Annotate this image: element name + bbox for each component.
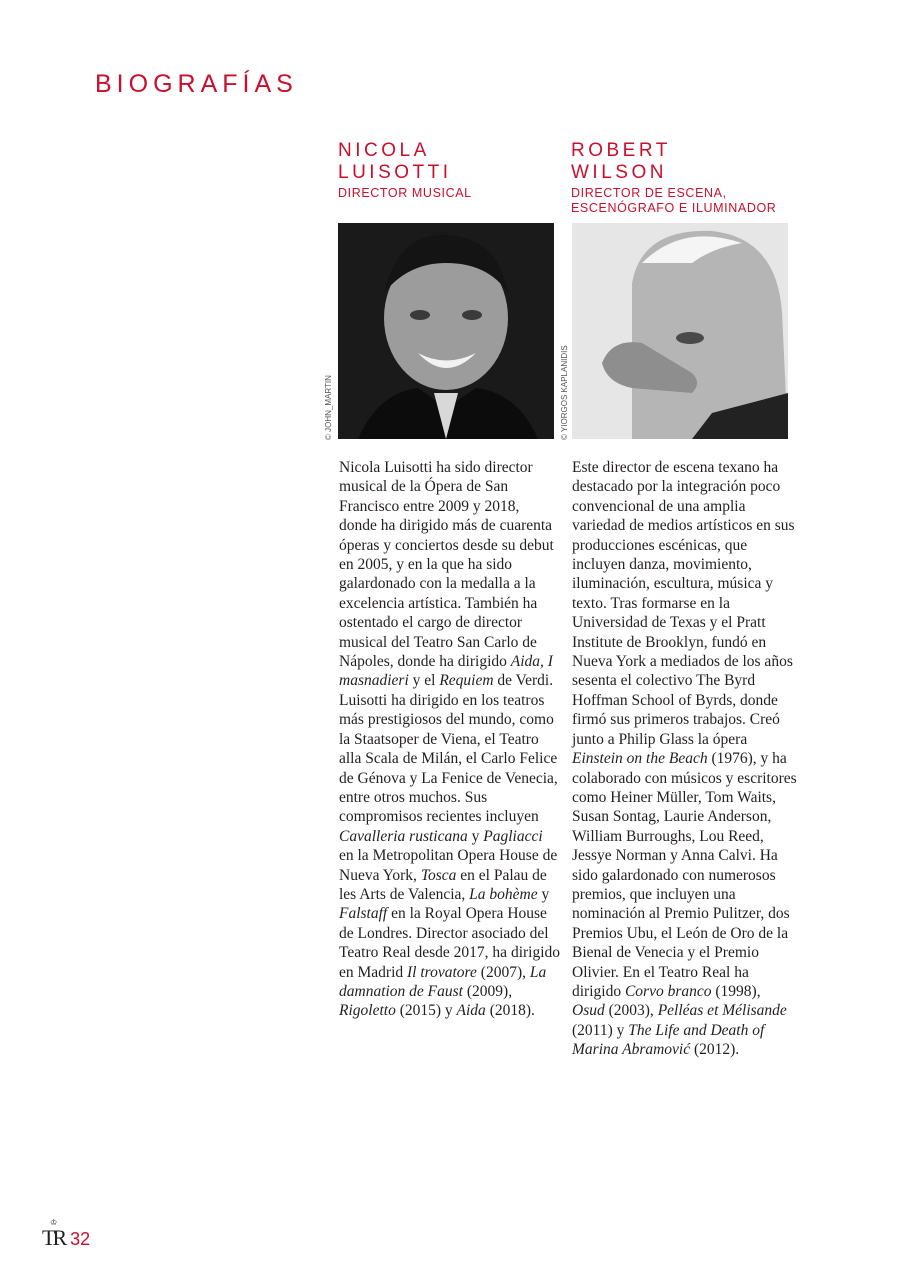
role-line-1: DIRECTOR MUSICAL [338, 186, 472, 200]
portrait-illustration [338, 223, 554, 439]
crown-icon: ♔ [50, 1218, 55, 1227]
italic-title: Cavalleria rusticana [339, 827, 468, 845]
bio-segment: de Verdi. Luisotti ha dirigido en los teatros más prestigiosos del mundo, como la Staatsoper de Viena, el Teatro alla Scala de Milán, el Carlo Felice de Génova y La Fenice de Venecia, entre otros muchos. Sus compromisos recientes incluyen [339, 672, 558, 826]
name-line-1: NICOLA [338, 140, 430, 161]
italic-title: Einstein on the Beach [572, 750, 708, 768]
portrait-photo-luisotti [338, 223, 554, 439]
teatro-real-logo [42, 1218, 65, 1251]
bio-segment: en la Royal Opera House de Londres. Director asociado del Teatro Real desde 2017, ha dirigido en Madrid [339, 905, 561, 981]
italic-title: Pelléas et Mélisande [657, 1002, 787, 1020]
bio-segment: en el Palau de les Arts de Valencia, [339, 866, 547, 903]
bio-segment: Nicola Luisotti ha sido director musical de la Ópera de San Francisco entre 2009 y 2018, donde ha dirigido más de cuarenta óperas y conciertos desde su debut en 2005, y en la que ha sido galardonado con la medalla a la excelencia artística. También ha ostentado el cargo de director musical del Teatro San Carlo de Nápoles, donde ha dirigido [339, 459, 554, 671]
person-header-wilson [571, 140, 796, 216]
page-number: 32 [70, 1229, 91, 1249]
italic-title: Aida [456, 1002, 486, 1020]
bio-segment: y el [408, 672, 440, 690]
italic-title: Tosca [420, 866, 457, 884]
italic-title: Pagliacci [483, 827, 543, 845]
photo-credit: © JOHN_MARTIN [324, 375, 333, 440]
italic-title: Falstaff [339, 905, 388, 923]
bio-segment: y [537, 885, 550, 903]
person-name [571, 140, 796, 184]
logo-text: TR [42, 1225, 65, 1250]
bio-segment: (2003), [604, 1002, 658, 1020]
person-header-luisotti [338, 140, 560, 201]
bio-segment: (1998), [711, 982, 761, 1000]
italic-title: The Life and Death of Marina Abramović [572, 1021, 765, 1059]
name-line-2: LUISOTTI [338, 162, 452, 183]
portrait-photo-wilson [572, 223, 788, 439]
bio-segment: (2009), [463, 982, 513, 1000]
bio-segment: Este director de escena texano ha destacado por la integración poco convencional de una amplia variedad de medios artísticos en sus producciones escénicas, que incluyen danza, movimiento, iluminación, escultura, música y texto. Tras formarse en la Universidad de Texas y el Pratt Institute de Brooklyn, fundó en Nueva York a mediados de los años sesenta el colectivo The Byrd Hoffman School of Byrds, donde firmó sus primeros trabajos. Creó junto a Philip Glass la ópera [572, 459, 795, 748]
italic-title: Aida, I masnadieri [339, 653, 553, 690]
person-role [338, 186, 560, 201]
italic-title: La bohème [469, 885, 538, 903]
bio-segment: y [467, 827, 484, 845]
biography-text-wilson [572, 458, 797, 1060]
bio-segment: (2012). [690, 1041, 740, 1059]
bio-segment: en la Metropolitan Opera House de Nueva York, [339, 847, 558, 884]
italic-title: La damnation de Faust [339, 963, 547, 1000]
name-line-2: WILSON [571, 162, 667, 183]
italic-title: Il trovatore [407, 963, 477, 981]
italic-title: Requiem [439, 672, 494, 690]
photo-credit: © YIORGOS KAPLANIDIS [560, 345, 569, 440]
italic-title: Rigoletto [339, 1002, 396, 1020]
page-footer [42, 1218, 91, 1251]
person-role [571, 186, 796, 216]
bio-segment: (2011) y [572, 1021, 629, 1039]
role-line-2: ESCENÓGRAFO E ILUMINADOR [571, 201, 777, 215]
name-line-1: ROBERT [571, 140, 671, 161]
italic-title: Corvo branco [624, 982, 712, 1000]
person-name [338, 140, 560, 184]
section-title: BIOGRAFÍAS [95, 70, 298, 98]
bio-segment: (1976), y ha colaborado con músicos y escritores como Heiner Müller, Tom Waits, Susan Sontag, Laurie Anderson, William Burroughs, Lou Reed, Jessye Norman y Anna Calvi. Ha sido galardonado con numerosos premios, que incluyen una nominación al Premio Pulitzer, dos Premios Ubu, el León de Oro de la Bienal de Venecia y el Premio Olivier. En el Teatro Real ha dirigido [572, 750, 797, 1000]
portrait-illustration [572, 223, 788, 439]
bio-segment: (2007), [476, 963, 530, 981]
role-line-1: DIRECTOR DE ESCENA, [571, 186, 727, 200]
bio-segment: (2018). [485, 1002, 535, 1020]
bio-segment: (2015) y [395, 1002, 457, 1020]
biography-text-luisotti [339, 458, 561, 1021]
italic-title: Osud [572, 1002, 605, 1020]
